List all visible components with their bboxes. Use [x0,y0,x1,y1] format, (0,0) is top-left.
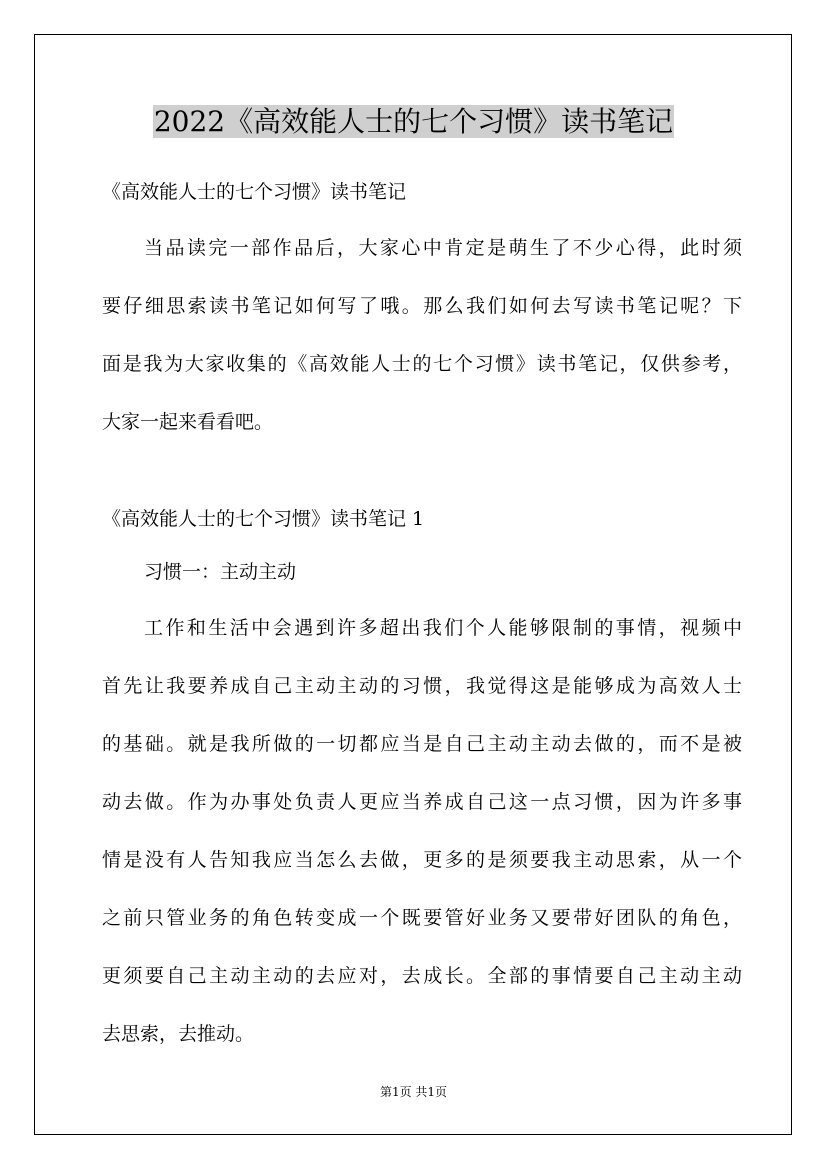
body-paragraph [102,599,742,1063]
document-title: 2022《高效能人士的七个习惯》读书笔记 [153,105,674,138]
paragraph-line: 动去做。作为办事处负责人更应当养成自己这一点习惯，因为许多事 [102,791,742,813]
paragraph-line: 去思索，去推动。 [102,1023,255,1045]
paragraph-line: 面是我为大家收集的《高效能人士的七个习惯》读书笔记，仅供参考， [102,353,742,375]
paragraph-line: 要仔细思索读书笔记如何写了哦。那么我们如何去写读书笔记呢？下 [102,295,742,317]
paragraph-line: 之前只管业务的角色转变成一个既要管好业务又要带好团队的角色， [102,907,742,929]
page-footer: 第1页 共1页 [379,1085,448,1099]
paragraph-line: 情是没有人告知我应当怎么去做，更多的是须要我主动思索，从一个 [102,849,742,871]
paragraph-line: 工作和生活中会遇到许多超出我们个人能够限制的事情，视频中 [144,617,742,639]
habit-heading: 习惯一：主动主动 [144,561,297,583]
paragraph-line: 更须要自己主动主动的去应对，去成长。全部的事情要自己主动主动 [102,965,742,987]
document-subtitle: 《高效能人士的七个习惯》读书笔记 [102,181,407,203]
intro-paragraph [102,219,742,451]
paragraph-line: 大家一起来看看吧。 [102,411,274,433]
paragraph-line: 当品读完一部作品后，大家心中肯定是萌生了不少心得，此时须 [144,237,742,259]
paragraph-line: 的基础。就是我所做的一切都应当是自己主动主动去做的，而不是被 [102,733,742,755]
section-heading: 《高效能人士的七个习惯》读书笔记 1 [102,508,425,530]
paragraph-line: 首先让我要养成自己主动主动的习惯，我觉得这是能够成为高效人士 [102,675,742,697]
